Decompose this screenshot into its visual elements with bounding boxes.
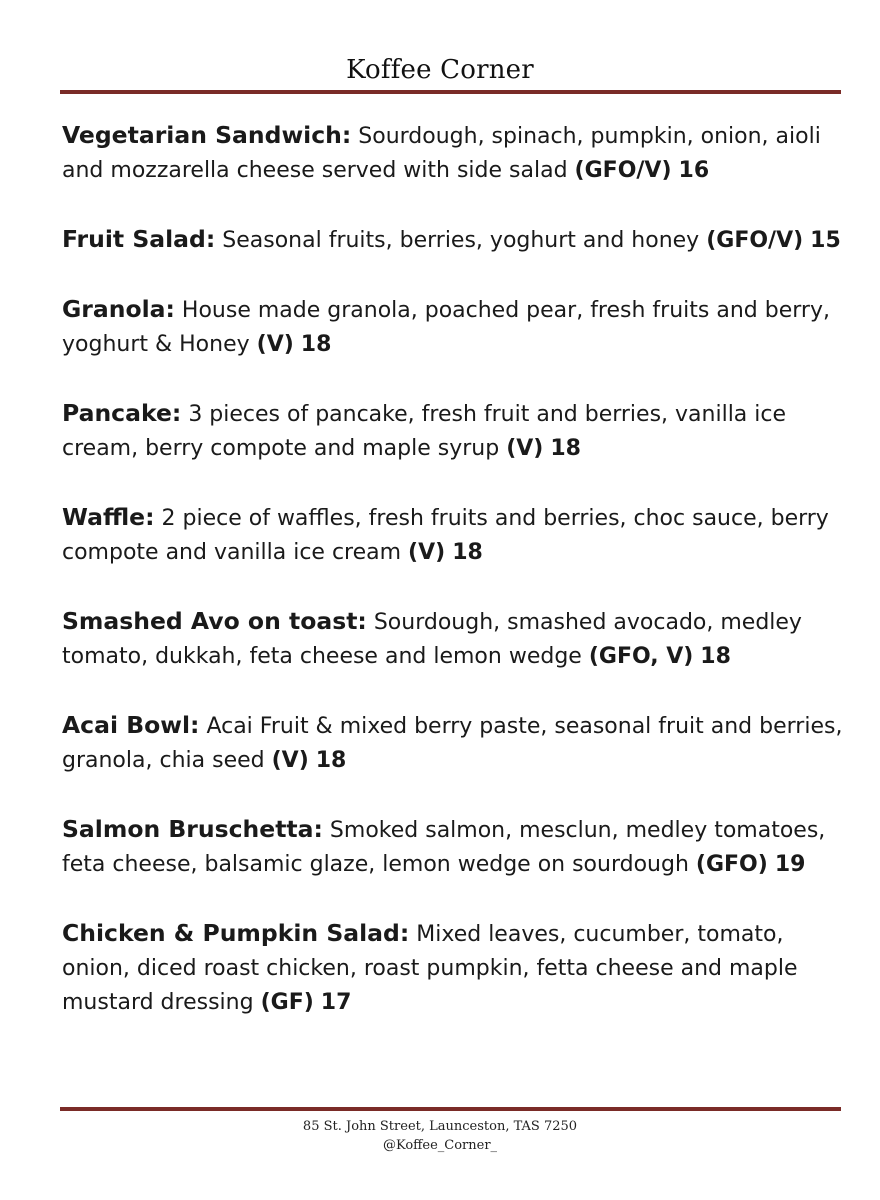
item-price: 18 xyxy=(452,540,483,565)
item-name: Fruit Salad: xyxy=(62,225,216,253)
item-dietary-tags: (V) xyxy=(506,436,544,461)
menu-item-fruit-salad xyxy=(62,222,844,258)
item-description: 2 piece of waffles, fresh fruits and berries, choc sauce, berry compote and vanilla ice cream xyxy=(62,506,829,565)
item-name: Waffle: xyxy=(62,503,155,531)
item-description: Sourdough, spinach, pumpkin, onion, aioli and mozzarella cheese served with side salad xyxy=(62,124,821,183)
footer xyxy=(0,1117,880,1155)
menu-item-granola xyxy=(62,292,844,362)
menu-item-pancake xyxy=(62,396,844,466)
item-price: 15 xyxy=(810,228,841,253)
item-description: Mixed leaves, cucumber, tomato, onion, diced roast chicken, roast pumpkin, fetta cheese and maple mustard dressing xyxy=(62,922,798,1015)
header-divider xyxy=(60,90,841,94)
item-dietary-tags: (GFO) xyxy=(695,852,768,877)
menu-item-chicken-pumpkin-salad xyxy=(62,916,844,1020)
menu-item-waffle xyxy=(62,500,844,570)
menu-item-vegetarian-sandwich xyxy=(62,118,844,188)
item-name: Vegetarian Sandwich: xyxy=(62,121,352,149)
item-dietary-tags: (GF) xyxy=(260,990,314,1015)
page-title: Koffee Corner xyxy=(346,55,534,85)
item-name: Smashed Avo on toast: xyxy=(62,607,367,635)
item-name: Pancake: xyxy=(62,399,182,427)
item-name: Chicken & Pumpkin Salad: xyxy=(62,919,410,947)
item-description: 3 pieces of pancake, fresh fruit and berries, vanilla ice cream, berry compote and maple syrup xyxy=(62,402,787,461)
menu-item-acai-bowl xyxy=(62,708,844,778)
menu-list xyxy=(62,118,844,1054)
item-dietary-tags: (V) xyxy=(256,332,294,357)
footer-address: 85 St. John Street, Launceston, TAS 7250 xyxy=(302,1119,578,1134)
item-price: 17 xyxy=(320,990,352,1015)
item-price: 18 xyxy=(700,644,731,669)
item-description: House made granola, poached pear, fresh fruits and berry, yoghurt & Honey xyxy=(62,298,830,357)
item-dietary-tags: (GFO/V) xyxy=(574,158,672,183)
item-description: Seasonal fruits, berries, yoghurt and honey xyxy=(222,228,700,253)
item-price: 19 xyxy=(774,852,806,877)
item-name: Acai Bowl: xyxy=(62,711,200,739)
item-price: 18 xyxy=(550,436,581,461)
item-description: Smoked salmon, mesclun, medley tomatoes, feta cheese, balsamic glaze, lemon wedge on sourdough xyxy=(62,818,826,877)
item-price: 18 xyxy=(315,748,347,773)
menu-item-smashed-avo xyxy=(62,604,844,674)
item-description: Acai Fruit & mixed berry paste, seasonal fruit and berries, granola, chia seed xyxy=(62,714,843,773)
item-dietary-tags: (V) xyxy=(271,748,309,773)
item-dietary-tags: (GFO/V) xyxy=(706,228,804,253)
item-dietary-tags: (V) xyxy=(408,540,446,565)
footer-divider xyxy=(60,1107,841,1111)
item-price: 18 xyxy=(300,332,332,357)
menu-item-salmon-bruschetta xyxy=(62,812,844,882)
item-description: Sourdough, smashed avocado, medley tomato, dukkah, feta cheese and lemon wedge xyxy=(62,610,802,669)
item-name: Salmon Bruschetta: xyxy=(62,815,323,843)
footer-social-handle: @Koffee_Corner_ xyxy=(382,1138,498,1153)
item-price: 16 xyxy=(678,158,710,183)
item-name: Granola: xyxy=(62,295,175,323)
item-dietary-tags: (GFO, V) xyxy=(588,644,694,669)
